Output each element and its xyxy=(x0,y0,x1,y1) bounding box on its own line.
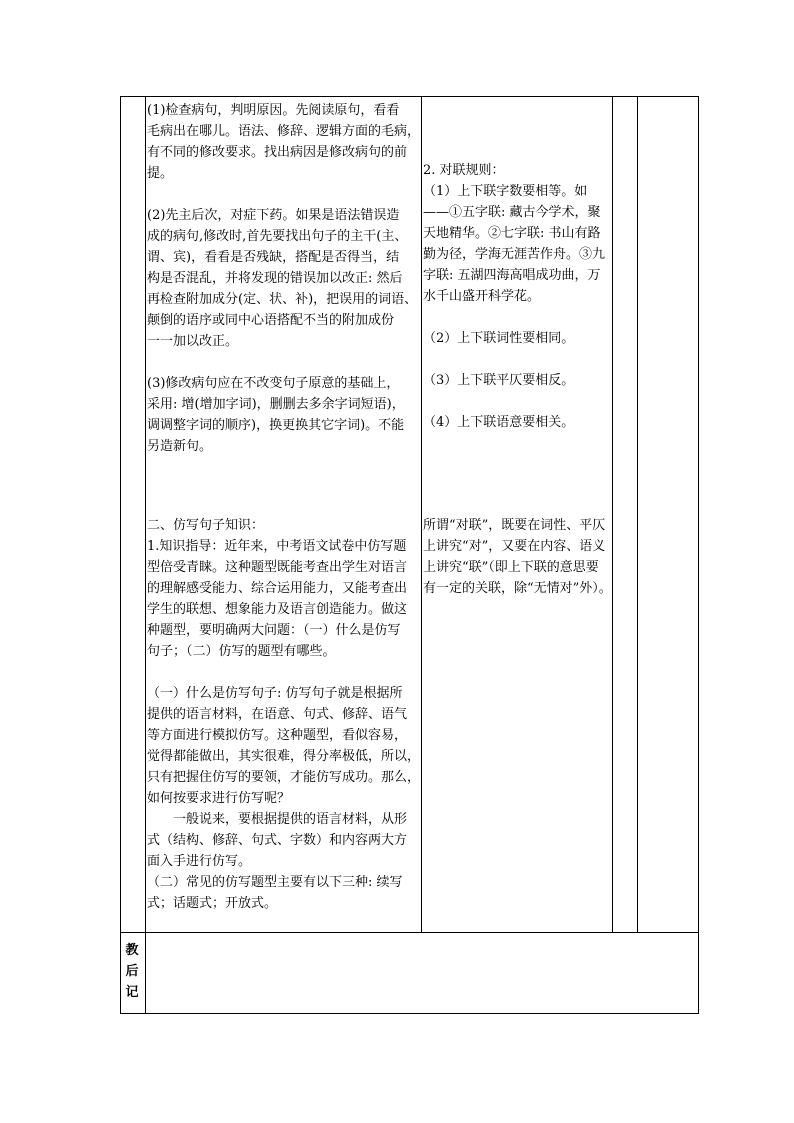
text-line: 一一加以改正。 xyxy=(147,334,239,349)
left-content-column-lower xyxy=(147,515,420,914)
text-line: （二）常见的仿写题型主要有以下三种: 续写 xyxy=(147,875,403,890)
text-line: 句子；（二）仿写的题型有哪些。 xyxy=(147,644,336,659)
label-char: 教 xyxy=(125,943,139,958)
label-char: 记 xyxy=(125,985,139,1000)
table-col-divider-4 xyxy=(637,96,638,933)
table-col-divider-1 xyxy=(145,96,146,1014)
text-line: 天地精华。②七字联: 书山有路 xyxy=(423,226,601,241)
text-line: ——①五字联: 藏古今学术，聚 xyxy=(423,205,601,220)
text-line: 上讲究“联”（即上下联的意思要 xyxy=(423,560,599,575)
text-line: (2)先主后次，对症下药。如果是语法错误造 xyxy=(147,208,400,223)
text-line: 只有把握住仿写的要领，才能仿写成功。那么， xyxy=(147,770,421,785)
text-line: 型倍受青睐。这种题型既能考查出学生对语言 xyxy=(147,560,408,575)
text-line: 调调整字词的顺序)，换更换其它字词)。不能 xyxy=(147,418,405,433)
text-line: 毛病出在哪儿。语法、修辞、逻辑方面的毛病， xyxy=(147,124,421,139)
text-line: 勤为径，学海无涯苦作舟。③九 xyxy=(423,247,606,262)
text-line: 上讲究“对”，又要在内容、语义 xyxy=(423,539,606,554)
text-line: 提。 xyxy=(147,166,174,181)
text-line: 1.知识指导：近年来，中考语文试卷中仿写题 xyxy=(147,539,407,554)
text-line: 觉得都能做出，其实很难，得分率极低，所以， xyxy=(147,749,421,764)
text-line: (3)修改病句应在不改变句子原意的基础上， xyxy=(147,376,400,391)
text-line: 种题型，要明确两大问题：（一）什么是仿写 xyxy=(147,623,401,638)
section-1 xyxy=(147,100,420,184)
text-line: 有一定的关联，除“无情对”外）。 xyxy=(423,581,612,596)
rules-title: 2. 对联规则： xyxy=(423,163,505,178)
rule-3: （3）上下联平仄要相反。 xyxy=(423,373,575,388)
text-line: 如何按要求进行仿写呢？ xyxy=(147,791,291,806)
text-line: 学生的联想、想象能力及语言创造能力。做这 xyxy=(147,602,408,617)
post-lesson-notes-label xyxy=(122,940,142,1003)
text-line: （一）什么是仿写句子: 仿写句子就是根据所 xyxy=(147,686,403,701)
text-line: (1)检查病句，判明原因。先阅读原句，看看 xyxy=(147,103,400,118)
section-3 xyxy=(147,373,420,457)
text-line: 提供的语言材料，在语意、句式、修辞、语气 xyxy=(147,707,408,722)
text-line: 构是否混乱，并将发现的错误加以改正: 然后 xyxy=(147,271,403,286)
rule-1 xyxy=(423,181,605,307)
text-line: 另造新句。 xyxy=(147,439,213,454)
text-line: 面入手进行仿写。 xyxy=(147,854,252,869)
section-2 xyxy=(147,205,420,352)
text-line: 再检查附加成分(定、状、补)，把误用的词语、 xyxy=(147,292,418,307)
text-line: 字联: 五湖四海高唱成功曲，万 xyxy=(423,268,601,283)
text-line: （1）上下联字数要相等。如 xyxy=(423,184,588,199)
table-col-divider-3 xyxy=(612,96,613,933)
text-line: 水千山盛开科学花。 xyxy=(423,289,541,304)
label-char: 后 xyxy=(125,964,139,979)
left-content-column xyxy=(147,100,420,457)
text-line: 采用: 增(增加字词)，删删去多余字词短语)， xyxy=(147,397,405,412)
text-line: 成的病句,修改时,首先要找出句子的主干(主、 xyxy=(147,229,408,244)
table-right-border xyxy=(698,96,699,1014)
text-line: 的理解感受能力、综合运用能力，又能考查出 xyxy=(147,581,408,596)
right-content-column xyxy=(423,160,605,433)
table-bottom-border xyxy=(120,1013,699,1014)
text-line: 二、仿写句子知识： xyxy=(147,518,265,533)
rule-2: （2）上下联词性要相同。 xyxy=(423,331,575,346)
text-line: 等方面进行模拟仿写。这种题型，看似容易， xyxy=(147,728,408,743)
rule-4: （4）上下联语意要相关。 xyxy=(423,415,575,430)
text-line: 有不同的修改要求。找出病因是修改病句的前 xyxy=(147,145,408,160)
text-line: 式（结构、修辞、句式、字数）和内容两大方 xyxy=(147,833,408,848)
section-4 xyxy=(147,515,420,662)
right-summary xyxy=(423,515,612,599)
table-col-divider-2 xyxy=(421,96,422,933)
text-line: 式；话题式；开放式。 xyxy=(147,896,278,911)
text-line: 颠倒的语序或同中心语搭配不当的附加成份 xyxy=(147,313,395,328)
text-line: 所谓“对联”，既要在词性、平仄 xyxy=(423,518,606,533)
text-line: 一般说来，要根据提供的语言材料，从形 xyxy=(147,812,408,827)
table-left-border xyxy=(120,96,121,1014)
text-line: 谓、宾)，看看是否残缺，搭配是否得当，结 xyxy=(147,250,400,265)
section-5 xyxy=(147,683,420,914)
